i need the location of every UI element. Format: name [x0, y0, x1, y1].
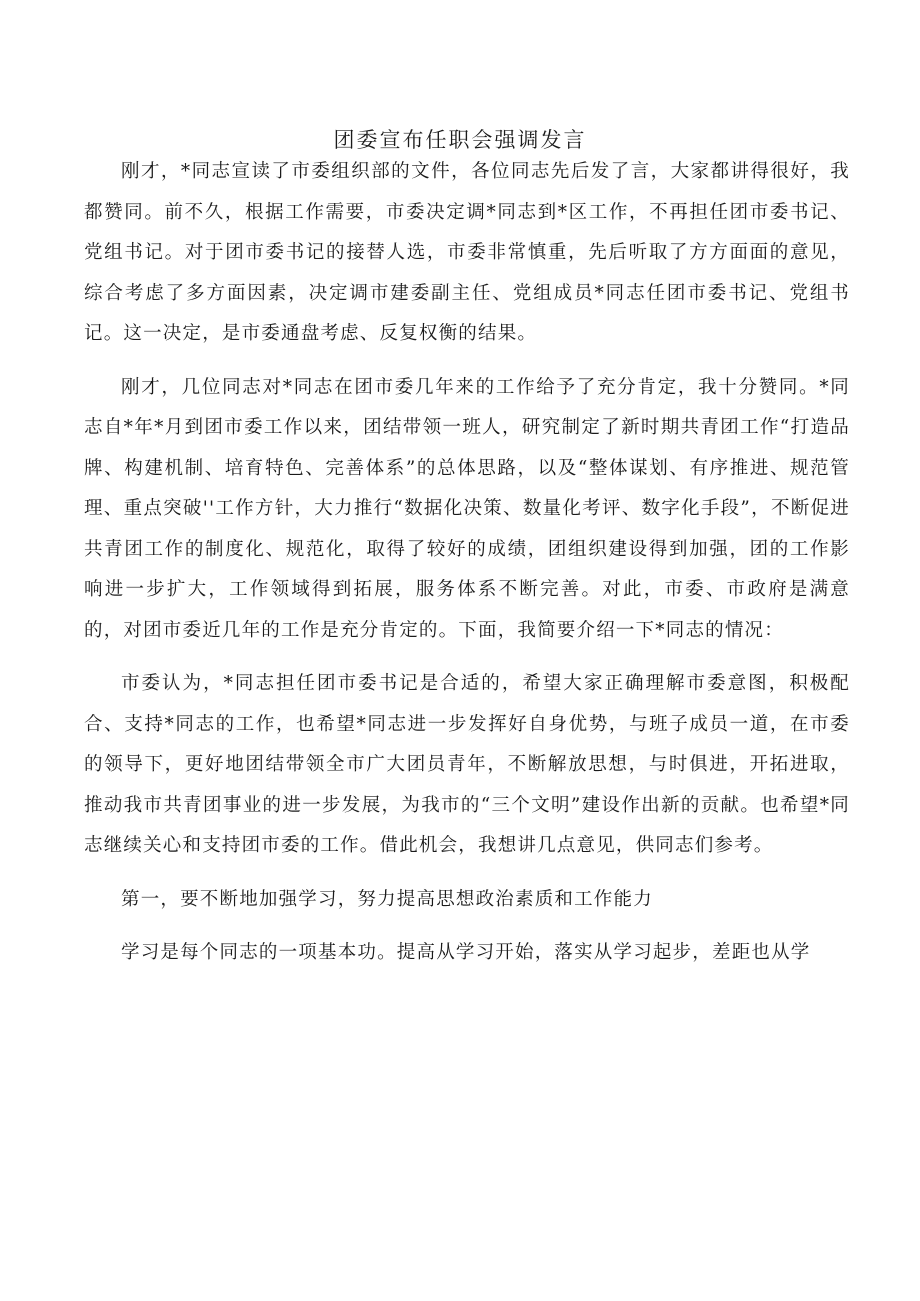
- document-title: 团委宣布任职会强调发言: [333, 128, 587, 152]
- document-body: [84, 152, 850, 974]
- section-heading-first: 第一，要不断地加强学习，努力提高思想政治素质和工作能力: [121, 888, 653, 910]
- paragraph-achievements: 刚才，几位同志对*同志在团市委几年来的工作给予了充分肯定，我十分赞同。*同志自*年*月到团市委工作以来，团结带领一班人，研究制定了新时期共青团工作“打造品牌、构建机制、培育特色、完善体系”的总体思路，以及“整体谋划、有序推进、规范管理、重点突破''工作方针，大力推行“数据化决策、数量化考评、数字化手段”，不断促进共青团工作的制度化、规范化，取得了较好的成绩，团组织建设得到加强，团的工作影响进一步扩大，工作领域得到拓展，服务体系不断完善。对此，市委、市政府是满意的，对团市委近几年的工作是充分肯定的。下面，我简要介绍一下*同志的情况：: [84, 376, 850, 641]
- paragraph-intro: 刚才，*同志宣读了市委组织部的文件，各位同志先后发了言，大家都讲得很好，我都赞同。前不久，根据工作需要，市委决定调*同志到*区工作，不再担任团市委书记、党组书记。对于团市委书记的接替人选，市委非常慎重，先后听取了方方面面的意见，综合考虑了多方面因素，决定调市建委副主任、党组成员*同志任团市委书记、党组书记。这一决定，是市委通盘考虑、反复权衡的结果。: [84, 161, 850, 344]
- paragraph-study: 学习是每个同志的一项基本功。提高从学习开始，落实从学习起步，差距也从学: [121, 942, 811, 963]
- paragraph-expectations: 市委认为，*同志担任团市委书记是合适的，希望大家正确理解市委意图，积极配合、支持*同志的工作，也希望*同志进一步发挥好自身优势，与班子成员一道，在市委的领导下，更好地团结带领全市广大团员青年，不断解放思想，与时俱进，开拓进取，推动我市共青团事业的进一步发展，为我市的“三个文明”建设作出新的贡献。也希望*同志继续关心和支持团市委的工作。借此机会，我想讲几点意见，供同志们参考。: [84, 673, 850, 856]
